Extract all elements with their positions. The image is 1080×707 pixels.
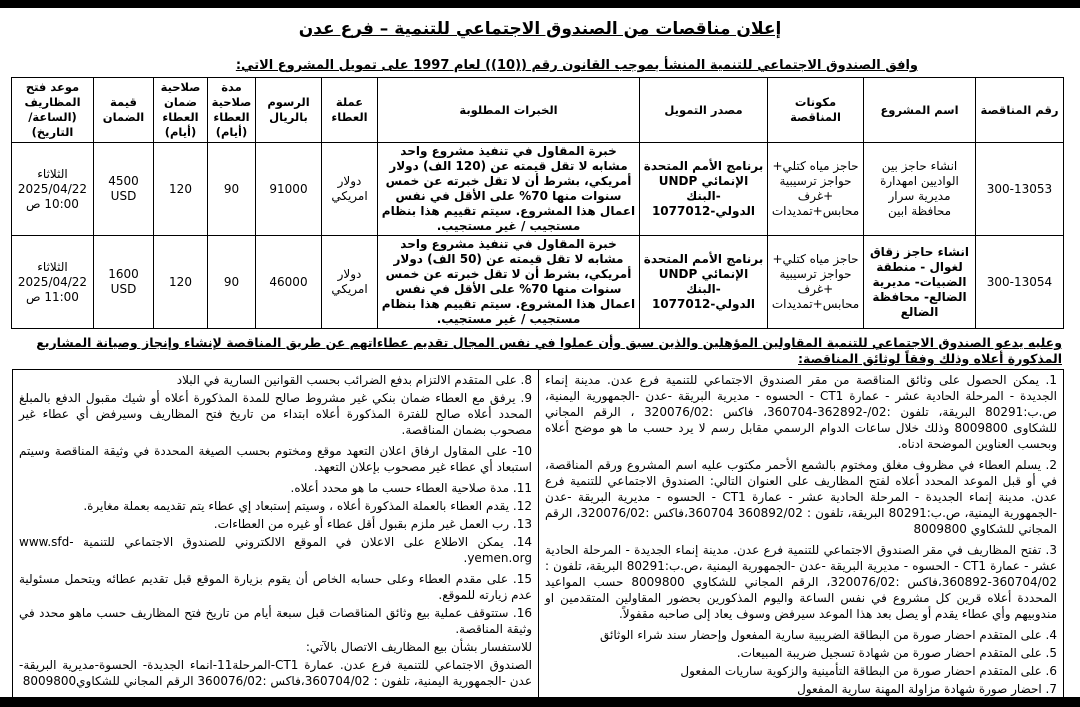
inquiry-heading: للاستفسار بشأن بيع المظاريف الاتصال بالآتي: <box>305 640 532 654</box>
condition-item: 16. ستتوقف عملية بيع وثائق المناقصات قبل سبعة أيام من تاريخ فتح المظاريف حسب ماهو محدد في وثيقة المناقصة. <box>19 606 532 636</box>
cell-guarantee-validity: 120 <box>154 236 208 329</box>
opening-date: 2025/04/22 <box>17 181 88 196</box>
opening-day: الثلاثاء <box>37 259 68 274</box>
page-title: إعلان مناقصات من الصندوق الاجتماعي للتنمية – فرع عدن <box>298 19 782 39</box>
opening-date: 2025/04/22 <box>17 274 88 289</box>
cell-fees: 91000 <box>256 143 322 236</box>
opening-time: 10:00 ص <box>26 196 79 211</box>
header-currency: عملة العطاء <box>322 78 378 143</box>
cell-currency: دولار امريكي <box>322 143 378 236</box>
condition-item: 15. على مقدم العطاء وعلى حسابه الخاص أن يقوم بزيارة الموقع قبل تقديم عطائه ويتحمل مسئولية عدم زيارته للموقع. <box>19 572 532 602</box>
conditions-right-column <box>538 370 1063 699</box>
cell-funding: برنامج الأمم المتحدة الإنمائي UNDP -البنك الدولي-1077012 <box>640 143 768 236</box>
condition-item: 2. يسلم العطاء في مظروف مغلق ومختوم بالشمع الأحمر مكتوب عليه اسم المشروع ورقم المناقصة، في أو قبل الموعد المحدد أعلاه لفتح المظاريف على العنوان التالي: الصندوق الاجتماعي للتنمية فرع عدن. مدينة إنماء الجديدة - المرحلة الحادية عشر - عمارة CT1 - الحسوه - مديرية البريقة -عدن -الجمهورية اليمنية، ص.ب:80291 البريقة، تلفون : 360892/02 360704،فاكس :320076/02، الرقم المجاني للشكاوي 8009800 <box>545 458 1057 536</box>
header-fees: الرسوم بالريال <box>256 78 322 143</box>
cell-funding: برنامج الأمم المتحدة الإنمائي UNDP -البنك الدولي-1077012 <box>640 236 768 329</box>
opening-day: الثلاثاء <box>37 166 68 181</box>
tenders-table <box>11 77 1064 329</box>
header-guarantee-value: قيمة الضمان <box>94 78 154 143</box>
condition-item: 8. على المتقدم الالتزام بدفع الضرائب بحسب القوانين السارية في البلاد <box>176 373 532 387</box>
cell-components: حاجز مياه كتلي+ حواجز ترسيبية +غرف محابس+تمديدات <box>768 236 864 329</box>
cell-fees: 46000 <box>256 236 322 329</box>
table-header-row <box>12 78 1064 143</box>
cell-components: حاجز مياه كتلي+ حواجز ترسيبية +غرف محابس+تمديدات <box>768 143 864 236</box>
cell-project: انشاء حاجز بين الواديين امهدارة مديرية سرار محافظة ابين <box>864 143 976 236</box>
cell-experience: خبرة المقاول في تنفيذ مشروع واحد مشابه لا تقل قيمته عن (120 الف) دولار أمريكي، بشرط أن لا تقل خبرته عن خمس سنوات منها 70% على الأقل في نفس اعمال هذا المشروع. سيتم تقييم هذا بنظام مستجيب / غير مستجيب. <box>378 143 640 236</box>
condition-item: 11. مدة صلاحية العطاء حسب ما هو محدد أعلاه. <box>290 481 532 495</box>
header-funding: مصدر التمويل <box>640 78 768 143</box>
header-tender-no: رقم المناقصة <box>976 78 1064 143</box>
cell-currency: دولار امريكي <box>322 236 378 329</box>
cell-guarantee-value: 4500 USD <box>94 143 154 236</box>
header-guarantee-validity: صلاحية ضمان العطاء (أيام) <box>154 78 208 143</box>
cell-opening <box>12 236 94 329</box>
header-validity: مدة صلاحية العطاء (أيام) <box>208 78 256 143</box>
cell-validity: 90 <box>208 143 256 236</box>
table-row <box>12 236 1064 329</box>
condition-item: 7. احضار صورة شهادة مزاولة المهنة سارية المفعول <box>797 682 1057 696</box>
opening-time: 11:00 ص <box>26 289 79 304</box>
cell-project: انشاء حاجز زقاق لغوال - منطقة الضبيات- مديرية الضالع- محافظة الضالع <box>864 236 976 329</box>
condition-item: 12. يقدم العطاء بالعملة المذكورة أعلاه ، وسيتم إستبعاد إي عطاء يتم تقديمه بعملة مغايرة. <box>83 499 532 513</box>
cell-validity: 90 <box>208 236 256 329</box>
bottom-border <box>0 697 1080 707</box>
header-project: اسم المشروع <box>864 78 976 143</box>
header-components: مكونات المناقصة <box>768 78 864 143</box>
condition-item: 13. رب العمل غير ملزم بقبول أقل عطاء أو غيره من العطاءات. <box>213 517 532 531</box>
conditions-left-column <box>13 370 538 699</box>
table-row <box>12 143 1064 236</box>
condition-item: 10- على المقاول ارفاق اعلان التعهد موقع ومختوم بحسب الصيغة المحددة في وثيقة المناقصة وسيتم استبعاد أي عطاء غير مصحوب بإعلان التعهد. <box>19 444 532 474</box>
cell-guarantee-validity: 120 <box>154 143 208 236</box>
top-border <box>0 0 1080 8</box>
invitation-text: وعليه يدعو الصندوق الاجتماعي للتنمية المقاولين المؤهلين والذين سبق وأن عملوا في نفس المجال تقديم عطاءاتهم عن طريق المناقصة لإنشاء وإنجاز وصيانة المشاريع المذكورة أعلاه وذلك وفقاً لوثائق المناقصة: <box>36 335 1062 366</box>
conditions-box <box>12 369 1064 700</box>
condition-item: 9. يرفق مع العطاء ضمان بنكي غير مشروط صالح للمدة المذكورة أعلاه أو شيك مقبول الدفع بالمبلغ المحدد أعلاه صالح للفترة المذكورة أعلاه ابتداء من تاريخ فتح المظاريف وسيرفض أي عطاء غير مصحوب بضمان المناقصة. <box>19 391 532 437</box>
header-experience: الخبرات المطلوبة <box>378 78 640 143</box>
cell-opening <box>12 143 94 236</box>
condition-item: 6. على المتقدم احضار صورة من البطاقة التأمينية والزكوية ساريات المفعول <box>680 664 1057 678</box>
cell-tender-no: 300-13054 <box>976 236 1064 329</box>
header-opening: موعد فتح المظاريف (الساعة/التاريخ) <box>12 78 94 143</box>
inquiry-address: الصندوق الاجتماعي للتنمية فرع عدن. عمارة CT1-المرحلة11-انماء الجديدة- الحسوة-مديرية البريقة-عدن -الجمهورية اليمنية، تلفون : 360704/02،فاكس :360076/02 الرقم المجاني للشكاوي8009800 <box>19 658 532 688</box>
cell-tender-no: 300-13053 <box>976 143 1064 236</box>
condition-item: 1. يمكن الحصول على وثائق المناقصة من مقر الصندوق الاجتماعي للتنمية فرع عدن. مدينة إنماء الجديدة - المرحلة الحادية عشر - عمارة CT1 - الحسوه - مديرية البريقة -عدن -الجمهورية اليمنية، ص.ب:80291 البريقة، تلفون :02/-362892-360704، فاكس :320076/02 ، الرقم المجاني للشكاوى 8009800 وذلك خلال ساعات الدوام الرسمي مقابل رسم لا يرد حسب ما هو موضح أعلاه وبحسب العناوين الموضحة ادناه. <box>545 373 1057 451</box>
condition-item: 5. على المتقدم احضار صورة من شهادة تسجيل ضريبة المبيعات. <box>736 646 1057 660</box>
cell-experience: خبرة المقاول في تنفيذ مشروع واحد مشابه لا تقل قيمته عن (50 الف) دولار أمريكي، بشرط أن لا تقل خبرته عن خمس سنوات منها 70% على الأقل في نفس اعمال هذا المشروع. سيتم تقييم هذا بنظام مستجيب / غير مستجيب. <box>378 236 640 329</box>
condition-item: 4. على المتقدم احضار صورة من البطاقة الضريبية سارية المفعول وإحضار سند شراء الوثائق <box>599 628 1057 642</box>
intro-text: وافق الصندوق الاجتماعي للتنمية المنشأ بموجب القانون رقم ((10)) لعام 1997 على تمويل المشروع الاتي: <box>235 58 918 73</box>
condition-item: 3. تفتح المظاريف في مقر الصندوق الاجتماعي للتنمية فرع عدن. مدينة إنماء الجديدة - المرحلة الحادية عشر - عمارة CT1 - الحسوه - مديرية البريقة -عدن -الجمهورية اليمنية ،ص.ب:80291 البريقة، تلفون : 360704/02-360892،فاكس :320076/02، الرقم المجاني للشكاوي 8009800 حسب المواعيد المحددة أعلاه قرين كل مشروع في نفس الساعة واليوم المذكورين بحضور المقاولين المتقدمين او مندوبيهم وأي عطاء يقدم أو يصل بعد هذا الموعد سيرفض وسوف يعاد إلى صاحبه مقفولاً. <box>545 543 1057 621</box>
condition-item: 14. يمكن الاطلاع على الاعلان في الموقع الالكتروني للصندوق الاجتماعي للتنمية www.sfd-yemen.org. <box>19 535 532 565</box>
cell-guarantee-value: 1600 USD <box>94 236 154 329</box>
